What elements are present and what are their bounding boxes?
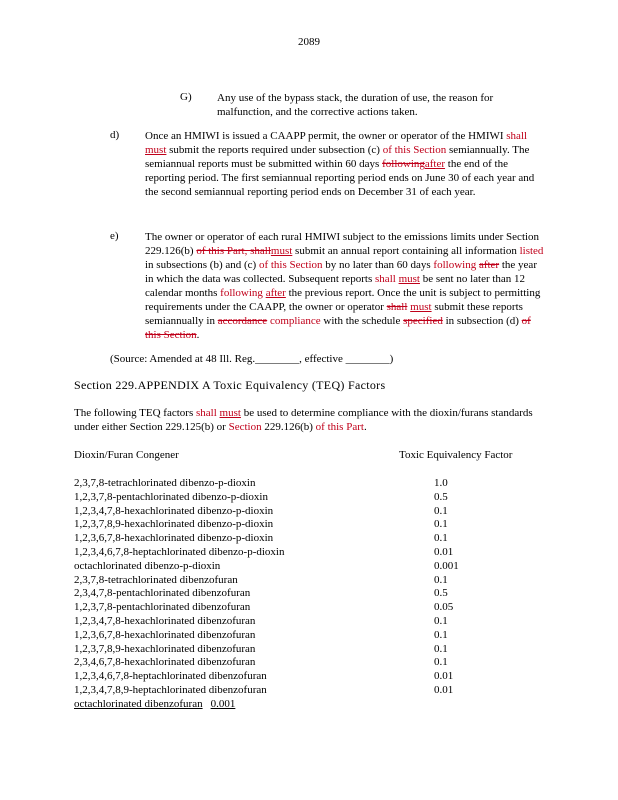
table-row-factor: 0.5	[434, 587, 448, 600]
table-row-congener: 1,2,3,4,6,7,8-heptachlorinated dibenzofuran	[74, 670, 267, 683]
table-row-added	[74, 698, 284, 712]
table-row-congener: octachlorinated dibenzo-p-dioxin	[74, 559, 221, 572]
factor-column	[434, 477, 459, 698]
table-row-factor: 0.5	[434, 490, 448, 503]
item-d-paragraph: Once an HMIWI is issued a CAAPP permit, the owner or operator of the HMIWI shall must submit the reports required under subsection (c) of this Section semiannually. The semiannual reports must be submitted within 60 days followingafter the end of the reporting period. The first semiannual reporting period ends on June 30 of each year and the second semiannual reporting period ends on December 31 of each year.	[145, 130, 535, 198]
table-row-factor: 0.001	[434, 559, 459, 572]
table-row-congener: 1,2,3,6,7,8-hexachlorinated dibenzo-p-dioxin	[74, 532, 274, 545]
table-row-congener: 1,2,3,6,7,8-hexachlorinated dibenzofuran	[74, 628, 256, 641]
table-row-factor: 0.05	[434, 601, 454, 614]
table-header-factor: Toxic Equivalency Factor	[399, 449, 513, 461]
table-row-factor: 0.1	[434, 573, 448, 586]
table-row-factor: 0.1	[434, 628, 448, 641]
table-row-congener: 1,2,3,4,7,8-hexachlorinated dibenzo-p-dioxin	[74, 504, 274, 517]
table-row-factor: 0.1	[434, 518, 448, 531]
item-e-label: e)	[110, 230, 119, 242]
table-row-congener: 1,2,3,4,7,8,9-heptachlorinated dibenzofuran	[74, 683, 267, 696]
table-row-factor: 0.01	[434, 545, 454, 558]
section-heading: Section 229.APPENDIX A Toxic Equivalency (TEQ) Factors	[74, 378, 386, 392]
table-header-congener: Dioxin/Furan Congener	[74, 449, 179, 461]
table-row-factor: 0.01	[434, 683, 454, 696]
table-row-factor: 0.1	[434, 532, 448, 545]
table-row-congener: 2,3,7,8-tetrachlorinated dibenzo-p-dioxin	[74, 477, 256, 489]
table-row-factor: 0.1	[434, 642, 448, 655]
added-row-factor: 0.001	[210, 697, 236, 710]
source-note: (Source: Amended at 48 Ill. Reg.________, effective ________)	[110, 353, 394, 365]
added-row-congener: octachlorinated dibenzofuran	[74, 697, 203, 710]
table-row-congener: 2,3,4,6,7,8-hexachlorinated dibenzofuran	[74, 656, 256, 669]
table-row-factor: 0.01	[434, 670, 454, 683]
item-g-text: Any use of the bypass stack, the duration of use, the reason for malfunction, and the corrective actions taken.	[217, 92, 494, 118]
table-row-congener: 1,2,3,4,6,7,8-heptachlorinated dibenzo-p-dioxin	[74, 545, 285, 558]
table-row-factor: 0.1	[434, 656, 448, 669]
congener-column	[74, 477, 284, 712]
table-row-congener: 2,3,4,7,8-pentachlorinated dibenzofuran	[74, 587, 251, 600]
table-row-congener: 1,2,3,4,7,8-hexachlorinated dibenzofuran	[74, 614, 256, 627]
table-row-congener: 2,3,7,8-tetrachlorinated dibenzofuran	[74, 573, 238, 586]
item-g-label: G)	[180, 91, 192, 103]
table-row-congener: 1,2,3,7,8,9-hexachlorinated dibenzo-p-dioxin	[74, 518, 274, 531]
page-number: 2089	[298, 36, 320, 48]
table-row-factor: 1.0	[434, 477, 448, 489]
item-e-paragraph: The owner or operator of each rural HMIWI subject to the emissions limits under Section 229.126(b) of this Part, shallmust submit an annual report containing all information listed in subsections (b) and (c) of this Section by no later than 60 days following after the year in which the data was collected. Subsequent reports shall must be sent no later than 12 calendar months following after the previous report. Once the unit is subject to permitting requirements under the CAAPP, the owner or operator shall must submit these reports semiannually in accordance compliance with the schedule specified in subsection (d) of this Section.	[145, 231, 544, 341]
table-row-congener: 1,2,3,7,8-pentachlorinated dibenzo-p-dioxin	[74, 490, 268, 503]
table-row-congener: 1,2,3,7,8,9-hexachlorinated dibenzofuran	[74, 642, 256, 655]
intro-paragraph: The following TEQ factors shall must be used to determine compliance with the dioxin/furans standards under either Section 229.125(b) or Section 229.126(b) of this Part.	[74, 407, 533, 433]
table-row-factor: 0.1	[434, 614, 448, 627]
table-row-congener: 1,2,3,7,8-pentachlorinated dibenzofuran	[74, 601, 251, 614]
item-d-label: d)	[110, 129, 120, 141]
table-row-factor: 0.1	[434, 504, 448, 517]
